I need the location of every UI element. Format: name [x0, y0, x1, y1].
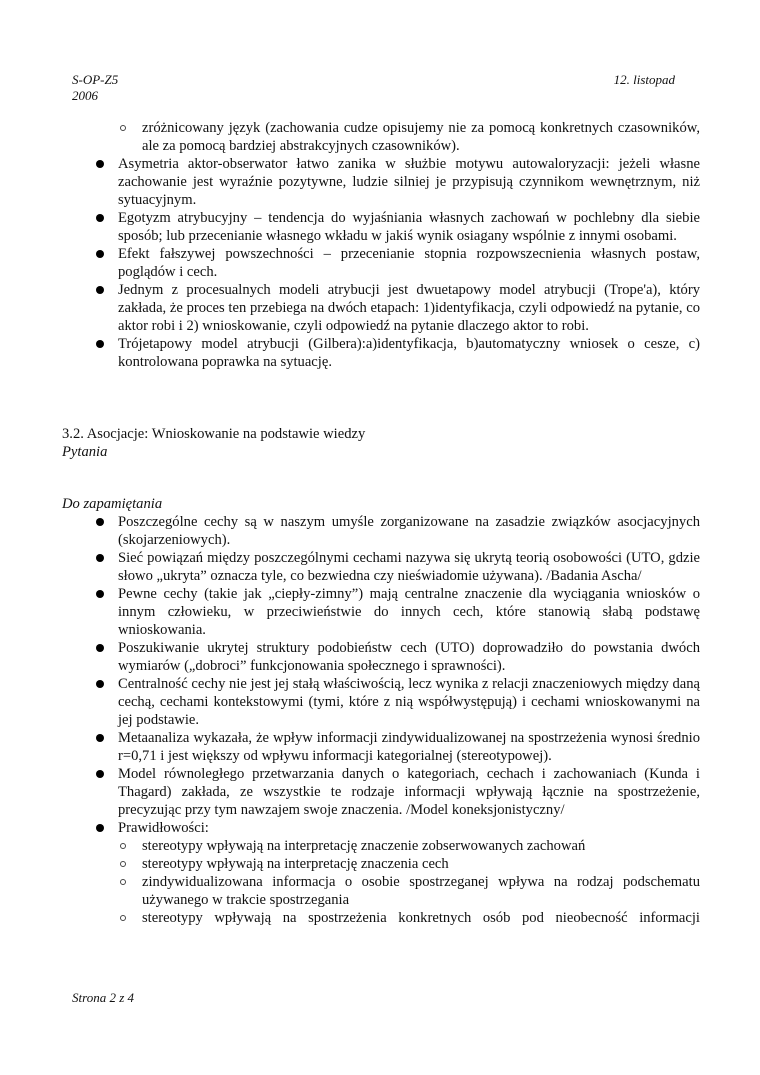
sub-list-item: stereotypy wpływają na spostrzeżenia konkretnych osób pod nieobecność informacji: [118, 909, 700, 927]
list-item: Jednym z procesualnych modeli atrybucji jest dwuetapowy model atrybucji (Trope'a), który zakłada, że proces ten przebiega na dwóch etapach: 1)identyfikacja, czyli odpowiedź na pytanie, co aktor robi i 2) wnioskowanie, czyli odpowiedź na pytanie dlaczego aktor to robi.: [62, 281, 700, 335]
bullet-icon: [96, 340, 104, 348]
list-item: Model równoległego przetwarzania danych o kategoriach, cechach i zachowaniach (Kunda i Thagard) zakłada, ze wszystkie te rodzaje informacji wpływają łącznie na spostrzeżenie, precyzując przy tym nawzajem swoje znaczenia. /Model koneksjonistyczny/: [62, 765, 700, 819]
attribution-list: [62, 155, 700, 371]
bullet-icon: [96, 518, 104, 526]
hollow-bullet-icon: [120, 843, 126, 849]
list-item-regularities: Prawidłowości: stereotypy wpływają na interpretację znaczenie zobserwowanych zachowań stereotypy wpływają na interpretację znaczenia cech zindywidualizowana informacja o osobie spostrzeganej wpływa na rodzaj podschematu używanego w trakcie spostrzegania stereotypy wpływają na spostrzeżenia konkretnych osób pod nieobecność informacji: [62, 819, 700, 927]
sub-list-item: zindywidualizowana informacja o osobie spostrzeganej wpływa na rodzaj podschematu używanego w trakcie spostrzegania: [118, 873, 700, 909]
list-item: Poszukiwanie ukrytej struktury podobieństw cech (UTO) doprowadziło do powstania dwóch wymiarów („dobroci” funkcjonowania społecznego i sprawności).: [62, 639, 700, 675]
hollow-bullet-icon: [120, 915, 126, 921]
bullet-icon: [96, 286, 104, 294]
remember-list: [62, 513, 700, 927]
bullet-icon: [96, 590, 104, 598]
list-item: Poszczególne cechy są w naszym umyśle zorganizowane na zasadzie związków asocjacyjnych (skojarzeniowych).: [62, 513, 700, 549]
sub-list-item: zróżnicowany język (zachowania cudze opisujemy nie za pomocą konkretnych czasowników, ale za pomocą bardziej abstrakcyjnych czasowników).: [62, 119, 700, 155]
page-number: Strona 2 z 4: [72, 990, 134, 1005]
sub-list-item: stereotypy wpływają na interpretację znaczenia cech: [118, 855, 700, 873]
bullet-icon: [96, 554, 104, 562]
remember-heading: Do zapamiętania: [62, 496, 163, 512]
header-code: S-OP-Z5: [72, 72, 119, 87]
bullet-icon: [96, 824, 104, 832]
hollow-bullet-icon: [120, 879, 126, 885]
sub-list-item: stereotypy wpływają na interpretację znaczenie zobserwowanych zachowań: [118, 837, 700, 855]
list-item: Efekt fałszywej powszechności – przecenianie stopnia rozpowszecnienia własnych postaw, poglądów i cech.: [62, 245, 700, 281]
header-doc-code: [72, 72, 118, 104]
bullet-icon: [96, 644, 104, 652]
list-item: Trójetapowy model atrybucji (Gilbera):a)identyfikacja, b)automatyczny wniosek o cesze, c) kontrolowana poprawka na sytuację.: [62, 335, 700, 371]
header-year: 2006: [72, 88, 98, 103]
header-date: 12. listopad: [613, 72, 675, 87]
list-item: Egotyzm atrybucyjny – tendencja do wyjaśniania własnych zachowań w pochlebny dla siebie sposób; lub przecenianie własnego wkładu w jakiś wynik osiagany wspólnie z innymi osobami.: [62, 209, 700, 245]
list-item: Sieć powiązań między poszczególnymi cechami nazywa się ukrytą teorią osobowości (UTO, gdzie słowo „ukryta” oznacza tyle, co bezwiedna czy nieświadomie używana). /Badania Ascha/: [62, 549, 700, 585]
bullet-icon: [96, 680, 104, 688]
hollow-bullet-icon: [120, 861, 126, 867]
regularities-list: [118, 837, 700, 927]
list-item: Metaanaliza wykazała, że wpływ informacji zindywidualizowanej na spostrzeżenia wynosi średnio r=0,71 i jest większy od wpływu informacji kategorialnej (stereotypowej).: [62, 729, 700, 765]
questions-heading: Pytania: [62, 444, 108, 460]
hollow-bullet-icon: [120, 125, 126, 131]
list-item: Asymetria aktor-obserwator łatwo zanika w służbie motywu autowaloryzacji: jeżeli własne zachowanie jest wyraźnie pozytywne, ludzie silniej je przypisują czynnikom wewnętrznym, niż sytuacyjnym.: [62, 155, 700, 209]
bullet-icon: [96, 770, 104, 778]
list-item: Centralność cechy nie jest jej stałą właściwością, lecz wynika z relacji znaczeniowych między daną cechą, cechami kontekstowymi (tymi, które z nią współwystępują) i cechami wnioskowanymi na jej podstawie.: [62, 675, 700, 729]
bullet-icon: [96, 214, 104, 222]
bullet-icon: [96, 160, 104, 168]
section-title: 3.2. Asocjacje: Wnioskowanie na podstawie wiedzy: [62, 426, 366, 442]
bullet-icon: [96, 250, 104, 258]
bullet-icon: [96, 734, 104, 742]
list-item: Pewne cechy (takie jak „ciepły-zimny”) mają centralne znaczenie dla wyciągania wniosków o innym człowieku, w przeciwieństwie do innych cech, które stanowią słabą podstawę wnioskowania.: [62, 585, 700, 639]
document-body: [62, 119, 700, 927]
continued-sub-list: [62, 119, 700, 155]
